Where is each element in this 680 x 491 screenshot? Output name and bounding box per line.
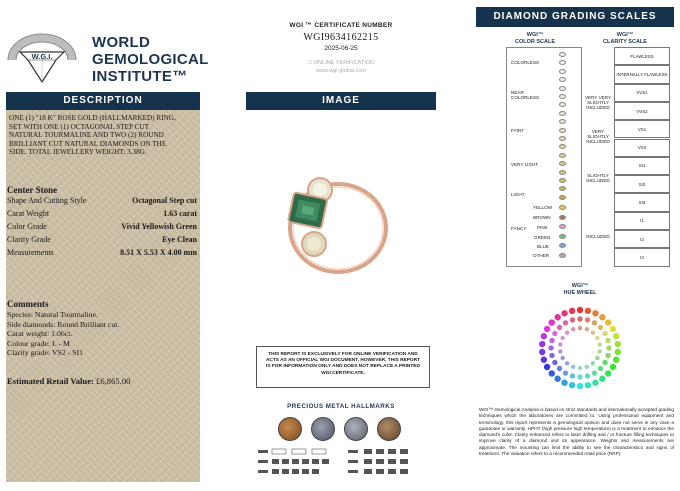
hue-swatch [558,349,562,353]
hue-wheel-heading: WGI™ HUE WHEEL [563,283,597,296]
clarity-grade-cell: I3 [614,248,670,266]
logo-line-2: GEMOLOGICAL [92,51,209,68]
hue-swatch [577,307,583,313]
hue-swatch [606,345,611,350]
certificate-date: 2025-06-25 [324,45,358,52]
fancy-pink: PINK [537,225,548,230]
hallmark-silver-icon [311,417,335,441]
clarity-scale [582,47,672,267]
hue-swatch [578,366,582,370]
fancy-blue: BLUE [537,244,550,249]
hue-swatch [563,320,568,325]
hue-swatch [569,308,575,314]
hue-swatch [539,341,545,347]
hue-swatch [541,357,547,363]
fancy-yellow: YELLOW [533,205,553,210]
hue-swatch [597,349,601,353]
color-group-near-colorless: NEAR COLORLESS [511,90,540,100]
fancy-other: OTHER [533,253,550,258]
clarity-group-si: SLIGHTLY INCLUDED [586,173,610,183]
hue-swatch [591,330,595,334]
color-gem-icon [559,195,566,200]
table-row: Clarity Grade Eye Clean [7,235,197,244]
hue-swatch [552,360,557,365]
hue-swatch [571,365,575,369]
hue-swatch [565,361,569,365]
hue-swatch [599,376,605,382]
hue-swatch [605,370,611,376]
hue-wheel [515,296,645,400]
clarity-grade-cell: VS1 [614,120,670,138]
center-stone-rows [7,196,197,258]
hue-swatch [585,373,590,378]
hue-swatch [552,331,557,336]
hue-swatch [598,366,603,371]
hue-swatch [554,314,560,320]
hallmark-palladium-icon [377,417,401,441]
footer-text: WGI™ Gemological Analysis is based on strict standards and internationally accepted grading techniques which the laboratories are committed to. Using professional equipment and terminology, this report represents a gemological opinion and does not serve in any case a guarantee or warranty. HPHT (high pressure high temperature) is a treatment to enhance the diamond's color. Clarity enhanced refers to laser drilling and / or fracture filling techniques to improve clarity of a diamond and its appearance. Weights and measurements are approximate. The mounting can limit the ability to see the characteristics and signs of treatment. The valuation refers to a recommended retail price (RRP). [479,407,674,457]
color-scale [506,47,582,267]
hue-swatch [610,364,616,370]
scales-header: DIAMOND GRADING SCALES [476,7,674,27]
color-gem-icon [559,119,566,124]
image-header: IMAGE [246,92,436,110]
clarity-group-vs: VERY SLIGHTLY INCLUDED [586,129,610,144]
color-scale-heading: WGI™ COLOR SCALE [514,32,556,45]
hue-swatch [605,319,611,325]
color-group-very-light: VERY LIGHT [511,162,539,167]
clarity-grade-cell: SI3 [614,193,670,211]
comments-list [7,310,119,358]
fancy-gem-icon [559,224,566,229]
online-verification: ⎋ ONLINE VERIFICATION [308,60,374,66]
list-item: Carat weight: 1.06ct. [7,329,73,339]
color-gem-icon [559,144,566,149]
color-gem-icon [559,186,566,191]
retail-label: Estimated Retail Value: [7,376,94,386]
hue-swatch [577,383,583,389]
clarity-grade-cell: FLAWLESS [614,47,670,65]
color-gem-icon [559,69,566,74]
hue-swatch [592,320,597,325]
hue-swatch [610,326,616,332]
hue-swatch [541,333,547,339]
hue-swatch [549,338,554,343]
clarity-grade-cell: VS2 [614,139,670,157]
hue-swatch [539,349,545,355]
fancy-gem-icon [559,243,566,248]
clarity-grade-cell: VVS2 [614,102,670,120]
hue-swatch [615,349,621,355]
color-group-light: LIGHT [511,192,525,197]
hallmark-gold-icon [278,417,302,441]
hallmark-platinum-icon [344,417,368,441]
color-gem-icon [559,153,566,158]
wgi-logo [6,30,231,86]
verification-site[interactable]: www.wgi-global.com [316,68,366,74]
color-group-colorless: COLORLESS [511,60,540,65]
description-panel [6,92,200,482]
clarity-grade-cell: SI2 [614,175,670,193]
hue-swatch [570,317,575,322]
hue-swatch [591,361,595,365]
hue-swatch [592,380,598,386]
color-group-fancy: FANCY [511,226,527,231]
color-gem-icon [559,86,566,91]
color-gem-icon [559,136,566,141]
clarity-grade-cell: SI1 [614,157,670,175]
hue-swatch [560,356,564,360]
hue-swatch [577,374,582,379]
hue-swatch [585,317,590,322]
hue-swatch [595,356,599,360]
hue-swatch [602,331,607,336]
color-gem-icon [559,128,566,133]
hue-swatch [563,370,568,375]
table-row: Carat Weight 1.63 carat [7,209,197,218]
hue-swatch [549,370,555,376]
fancy-gem-icon [559,215,566,220]
color-gem-icon [559,170,566,175]
hue-swatch [549,319,555,325]
retail-amount: £6,865.00 [96,376,131,386]
hue-swatch [557,366,562,371]
list-item: Side diamonds: Round Brilliant cut. [7,319,120,329]
table-row: Measurements 8.51 X 5.53 X 4.00 mm [7,248,197,257]
list-item: Colour grade: L - M [7,338,70,348]
description-header: DESCRIPTION [6,92,200,110]
color-gem-icon [559,94,566,99]
hue-swatch [585,308,591,314]
wgi-emblem-icon [6,30,78,86]
link-icon: ⎋ [308,60,313,66]
certificate-label: WGI ™ CERTIFICATE NUMBER [289,22,393,29]
hallmarks-row [278,417,418,445]
certificate-number: WGI9634162215 [303,32,379,43]
list-item: Clarity grade: VS2 - SI1 [7,348,84,358]
hue-swatch [597,342,601,346]
ring-image [260,150,430,290]
color-gem-icon [559,102,566,107]
hue-swatch [585,382,591,388]
hue-swatch [602,360,607,365]
list-item: Species: Natural Tourmaline. [7,310,98,319]
hallmark-marks-grid [256,448,436,480]
clarity-grade-cell: VVS1 [614,84,670,102]
hue-swatch [585,327,589,331]
hallmarks-title: PRECIOUS METAL HALLMARKS [287,403,395,410]
hue-swatch [561,310,567,316]
hue-swatch [569,382,575,388]
hue-swatch [605,353,610,358]
comments-title: Comments [7,299,49,309]
color-gem-icon [559,111,566,116]
certificate-block [246,22,436,74]
hue-swatch [613,357,619,363]
color-gem-icon [559,161,566,166]
hue-swatch [554,376,560,382]
fancy-gem-icon [559,205,566,210]
hue-swatch [613,333,619,339]
hue-swatch [615,341,621,347]
emblem-text: W.G.I. [31,52,53,61]
hue-swatch [544,364,550,370]
hue-swatch [549,353,554,358]
color-group-faint: FAINT [511,128,525,133]
hue-swatch [557,325,562,330]
color-gem-icon [559,60,566,65]
hue-swatch [595,336,599,340]
fancy-gem-icon [559,234,566,239]
table-row: Shape And Cutting Style Octagonal Step cut [7,196,197,205]
color-gem-icon [559,77,566,82]
hue-swatch [570,373,575,378]
clarity-grade-cell: I2 [614,230,670,248]
hue-swatch [571,327,575,331]
hue-swatch [561,380,567,386]
fancy-gem-icon [559,253,566,258]
hue-swatch [592,370,597,375]
description-text: ONE (1) "18 K" ROSE GOLD (HALLMARKED) RING, SET WITH ONE (1) OCTAGONAL STEP CUT NATURAL TOURMALINE AND TWO (2) ROUND BRILLIANT CUT NATURAL DIAMONDS ON THE SIDE. TOTAL JEWELLERY WEIGHT: 3.38G. [9,114,176,157]
table-row: Color Grade Vivid Yellowish Green [7,222,197,231]
clarity-group-vvs: VERY VERY SLIGHTLY INCLUDED [584,95,612,110]
fancy-brown: BROWN [533,215,551,220]
hue-swatch [599,314,605,320]
hue-swatch [565,330,569,334]
hue-swatch [577,316,582,321]
hue-swatch [592,310,598,316]
clarity-grade-cell: INTERNALLY FLAWLESS [614,65,670,83]
hue-swatch [558,342,562,346]
color-gem-icon [559,178,566,183]
center-stone-title: Center Stone [7,185,58,195]
hue-swatch [560,336,564,340]
clarity-scale-heading: WGI™ CLARITY SCALE [603,32,647,45]
logo-line-3: INSTITUTE™ [92,68,188,85]
disclaimer-text: THIS REPORT IS EXCLUSIVELY FOR ONLINE VERIFICATION AND ACTS AS AN OFFICIAL WGI DOCUMENT. HOWEVER, THIS REPORT IS FOR INFORMATION ONLY AND DOES NOT REPLACE A PRINTED WGI CERTIFICATE. [265,352,421,376]
fancy-green: GREEN [534,235,551,240]
clarity-group-included: INCLUDED [586,234,610,239]
hue-swatch [585,365,589,369]
disclaimer-box [256,346,430,388]
retail-value [7,376,130,386]
hue-swatch [544,326,550,332]
logo-line-1: WORLD [92,34,151,51]
clarity-grade-cell: I1 [614,212,670,230]
hue-swatch [578,326,582,330]
hue-swatch [605,338,610,343]
hue-swatch [548,345,553,350]
color-gem-icon [559,52,566,57]
hue-swatch [598,325,603,330]
